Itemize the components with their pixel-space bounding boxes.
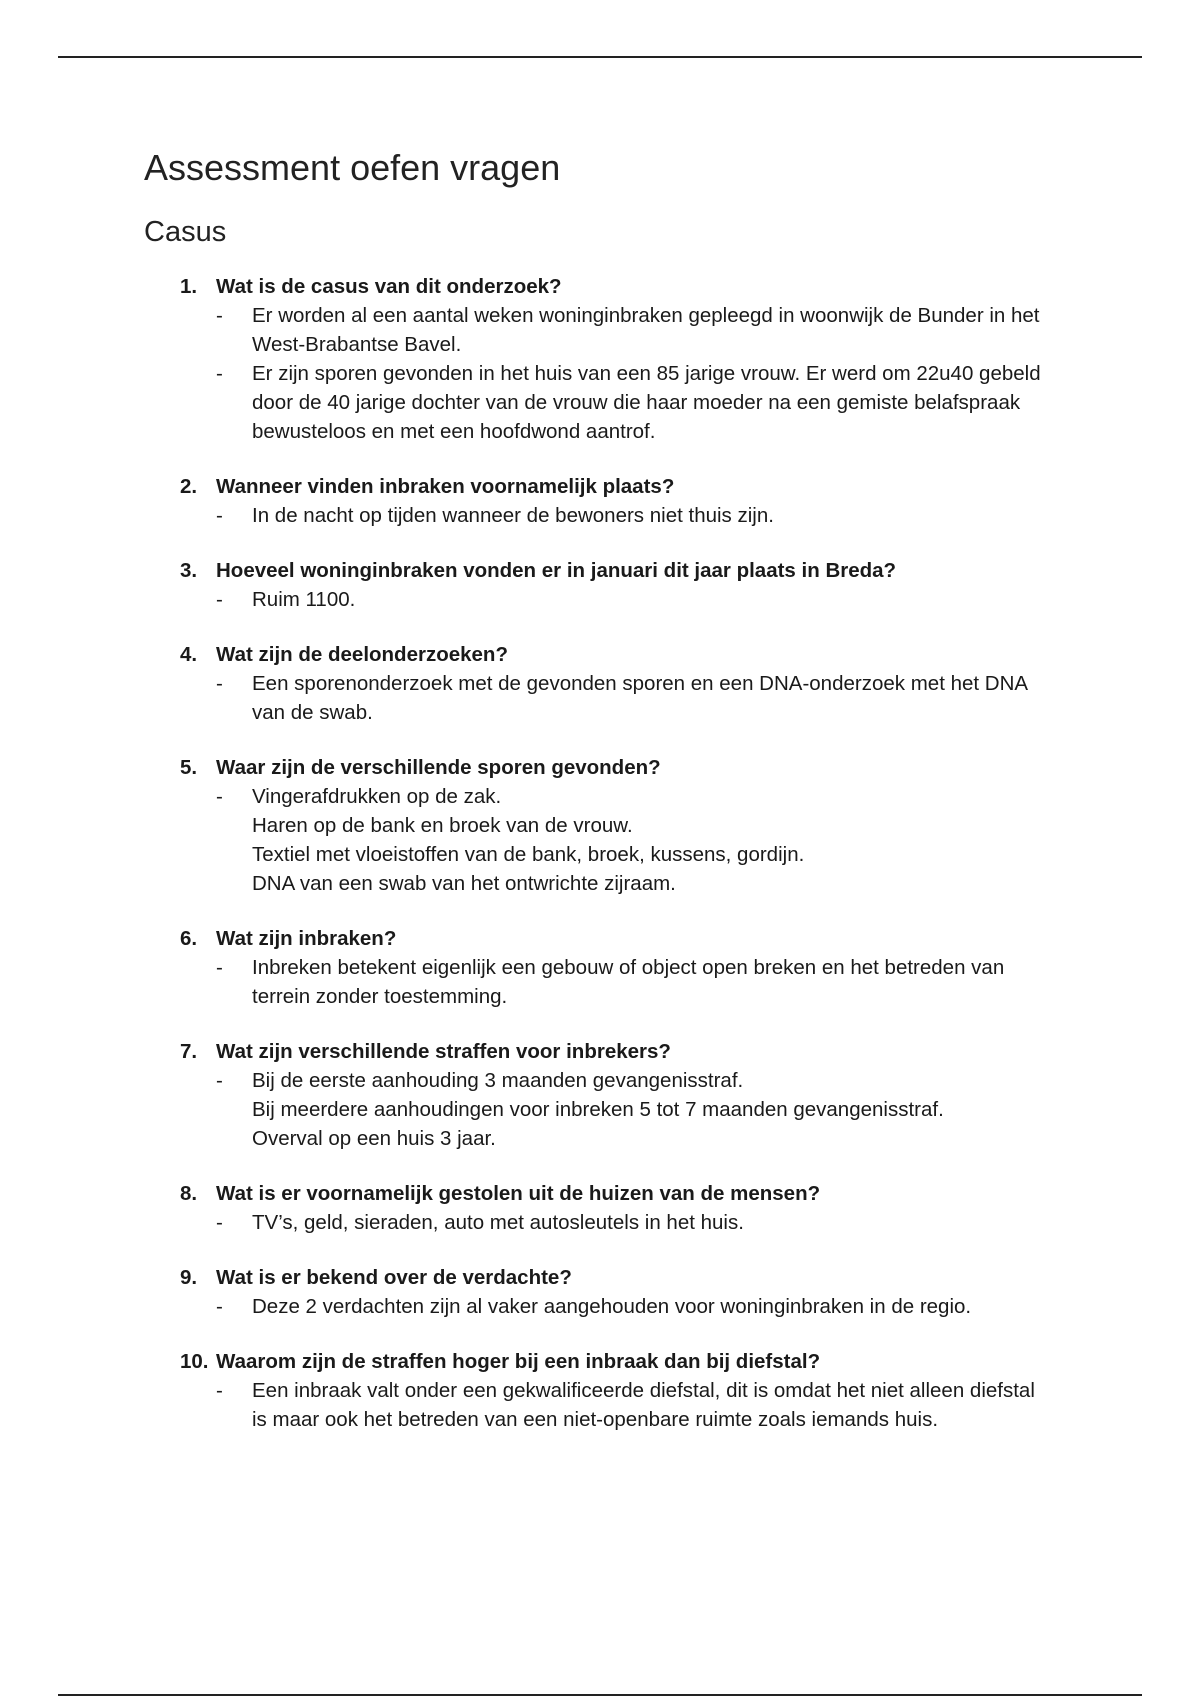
question-list xyxy=(144,272,1064,1434)
answer-text: Een sporenonderzoek met de gevonden sporen en een DNA-onderzoek met het DNA van de swab. xyxy=(252,672,1027,724)
question-item xyxy=(144,640,1064,727)
question-item xyxy=(144,1347,1064,1434)
dash-bullet-icon: - xyxy=(216,956,223,979)
question-number-cell xyxy=(144,1347,216,1376)
answer-item xyxy=(144,585,1064,614)
question-heading xyxy=(144,753,1064,782)
answer-text: Vingerafdrukken op de zak. Haren op de bank en broek van de vrouw. Textiel met vloeistoffen van de bank, broek, kussens, gordijn. DNA van een swab van het ontwrichte zijraam. xyxy=(252,785,805,895)
question-heading xyxy=(144,1347,1064,1376)
question-number-cell xyxy=(144,753,216,782)
answer-text: Deze 2 verdachten zijn al vaker aangehouden voor woninginbraken in de regio. xyxy=(252,1295,972,1318)
answer-item xyxy=(144,1376,1064,1434)
question-heading xyxy=(144,640,1064,669)
answer-list xyxy=(144,301,1064,446)
question-number: 7. xyxy=(180,1040,198,1063)
question-text: Wat zijn de deelonderzoeken? xyxy=(216,643,508,666)
document-title: Assessment oefen vragen xyxy=(144,147,561,188)
dash-bullet-icon: - xyxy=(216,588,223,611)
answer-text: In de nacht op tijden wanneer de bewoners niet thuis zijn. xyxy=(252,504,774,527)
header-rule xyxy=(58,56,1142,58)
answer-list xyxy=(144,501,1064,530)
dash-bullet-icon: - xyxy=(216,672,223,695)
question-text: Waarom zijn de straffen hoger bij een inbraak dan bij diefstal? xyxy=(216,1350,821,1373)
answer-text: Een inbraak valt onder een gekwalificeerde diefstal, dit is omdat het niet alleen diefstal is maar ook het betreden van een niet-openbare ruimte zoals iemands huis. xyxy=(252,1379,1035,1431)
answer-list xyxy=(144,1066,1064,1153)
question-item xyxy=(144,472,1064,530)
dash-bullet-icon: - xyxy=(216,1379,223,1402)
answer-item xyxy=(144,669,1064,727)
answer-item xyxy=(144,953,1064,1011)
question-number: 3. xyxy=(180,559,198,582)
dash-bullet-icon: - xyxy=(216,362,223,385)
question-number-cell xyxy=(144,556,216,585)
question-item xyxy=(144,272,1064,446)
question-number: 9. xyxy=(180,1266,198,1289)
question-text: Wat zijn inbraken? xyxy=(216,927,397,950)
answer-list xyxy=(144,1292,1064,1321)
question-number: 8. xyxy=(180,1182,198,1205)
question-item xyxy=(144,556,1064,614)
question-heading xyxy=(144,1037,1064,1066)
answer-list xyxy=(144,1376,1064,1434)
question-item xyxy=(144,1037,1064,1153)
question-heading xyxy=(144,556,1064,585)
answer-text: Er zijn sporen gevonden in het huis van een 85 jarige vrouw. Er werd om 22u40 gebeld door de 40 jarige dochter van de vrouw die haar moeder na een gemiste belafspraak bewusteloos en met een hoofdwond aantrof. xyxy=(252,362,1041,443)
section-heading: Casus xyxy=(144,216,227,248)
question-heading xyxy=(144,1179,1064,1208)
answer-text: Ruim 1100. xyxy=(252,588,356,611)
question-heading xyxy=(144,924,1064,953)
question-number-cell xyxy=(144,272,216,301)
question-item xyxy=(144,1179,1064,1237)
answer-list xyxy=(144,669,1064,727)
question-heading xyxy=(144,472,1064,501)
question-text: Wat zijn verschillende straffen voor inbrekers? xyxy=(216,1040,671,1063)
answer-list xyxy=(144,953,1064,1011)
question-item xyxy=(144,1263,1064,1321)
answer-text: Inbreken betekent eigenlijk een gebouw of object open breken en het betreden van terrein zonder toestemming. xyxy=(252,956,1005,1008)
dash-bullet-icon: - xyxy=(216,1211,223,1234)
answer-item xyxy=(144,1292,1064,1321)
question-number-cell xyxy=(144,1263,216,1292)
question-number-cell xyxy=(144,640,216,669)
dash-bullet-icon: - xyxy=(216,504,223,527)
answer-list xyxy=(144,585,1064,614)
answer-list xyxy=(144,1208,1064,1237)
question-number: 4. xyxy=(180,643,198,666)
answer-text: Bij de eerste aanhouding 3 maanden gevangenisstraf. Bij meerdere aanhoudingen voor inbreken 5 tot 7 maanden gevangenisstraf. Overval op een huis 3 jaar. xyxy=(252,1069,944,1150)
answer-list xyxy=(144,782,1064,898)
dash-bullet-icon: - xyxy=(216,1069,223,1092)
question-text: Hoeveel woninginbraken vonden er in januari dit jaar plaats in Breda? xyxy=(216,559,897,582)
question-heading xyxy=(144,1263,1064,1292)
answer-text: TV’s, geld, sieraden, auto met autosleutels in het huis. xyxy=(252,1211,744,1234)
question-number-cell xyxy=(144,1037,216,1066)
question-number: 1. xyxy=(180,275,198,298)
question-text: Wat is de casus van dit onderzoek? xyxy=(216,275,562,298)
footer-rule xyxy=(58,1694,1142,1696)
answer-item xyxy=(144,359,1064,446)
question-number-cell xyxy=(144,472,216,501)
answer-item xyxy=(144,501,1064,530)
question-item xyxy=(144,753,1064,898)
answer-text: Er worden al een aantal weken woninginbraken gepleegd in woonwijk de Bunder in het West-Brabantse Bavel. xyxy=(252,304,1040,356)
question-number-cell xyxy=(144,1179,216,1208)
document-body xyxy=(144,146,1064,1460)
question-number: 10. xyxy=(180,1350,209,1373)
question-number: 5. xyxy=(180,756,198,779)
answer-item xyxy=(144,1208,1064,1237)
dash-bullet-icon: - xyxy=(216,1295,223,1318)
question-item xyxy=(144,924,1064,1011)
question-number: 2. xyxy=(180,475,198,498)
dash-bullet-icon: - xyxy=(216,785,223,808)
dash-bullet-icon: - xyxy=(216,304,223,327)
question-number: 6. xyxy=(180,927,198,950)
answer-item xyxy=(144,782,1064,898)
question-text: Wat is er bekend over de verdachte? xyxy=(216,1266,572,1289)
question-text: Wat is er voornamelijk gestolen uit de huizen van de mensen? xyxy=(216,1182,821,1205)
answer-item xyxy=(144,301,1064,359)
question-text: Wanneer vinden inbraken voornamelijk plaats? xyxy=(216,475,675,498)
question-heading xyxy=(144,272,1064,301)
question-number-cell xyxy=(144,924,216,953)
question-text: Waar zijn de verschillende sporen gevonden? xyxy=(216,756,661,779)
answer-item xyxy=(144,1066,1064,1153)
